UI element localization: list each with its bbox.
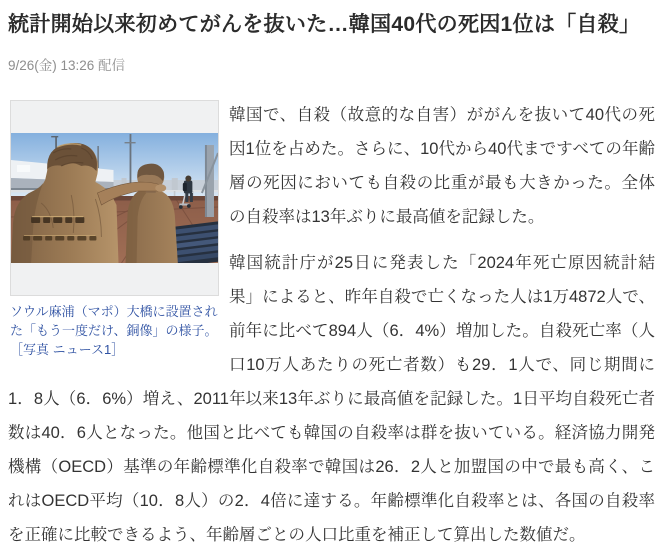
article-headline: 統計開始以来初めてがんを抜いた…韓国40代の死因1位は「自殺」 bbox=[8, 13, 641, 36]
article-body bbox=[8, 98, 655, 552]
photo-caption: ソウル麻浦（マポ）大橋に設置された「もう一度だけ、銅像」の様子。［写真 ニュース1］ bbox=[10, 304, 218, 358]
article-photo[interactable] bbox=[10, 100, 219, 296]
photo-letterbox-bottom bbox=[11, 263, 218, 295]
article-photo-block bbox=[10, 100, 219, 359]
bronze-statues-photo bbox=[11, 133, 218, 263]
photo-letterbox-top bbox=[11, 101, 218, 133]
article-paragraph-1: 韓国で、自殺（故意的な自害）ががんを抜いて40代の死因1位を占めた。さらに、10代から40代まですべての年齢層の死因においても自殺の比重が最も大きかった。全体の自殺率は13年ぶりに最高値を記録した。 bbox=[229, 106, 655, 227]
article-paragraph-2: 韓国統計庁が25日に発表した「2024年死亡原因統計結果」によると、昨年自殺で亡くなった人は1万4872人で、前年に比べて894人（6．4%）増加した。自殺死亡率（人口10万人あたりの死亡者数）も29．1人で、同じ期間に1．8人（6．6%）増え、2011年以来13年ぶりに最高値を記録した。1日平均自殺死亡者数は40．6人となった。他国と比べても韓国の自殺率は群を抜いている。経済協力開発機構（OECD）基準の年齢標準化自殺率で韓国は26．2人と加盟国の中で最も高く、これはOECD平均（10．8人）の2．4倍に達する。年齢標準化自殺率とは、各国の自殺率を正確に比較できるよう、年齢層ごとの人口比重を補正して算出した数値だ。 bbox=[8, 254, 655, 545]
article-dateline: 9/26(金) 13:26 配信 bbox=[8, 58, 126, 74]
